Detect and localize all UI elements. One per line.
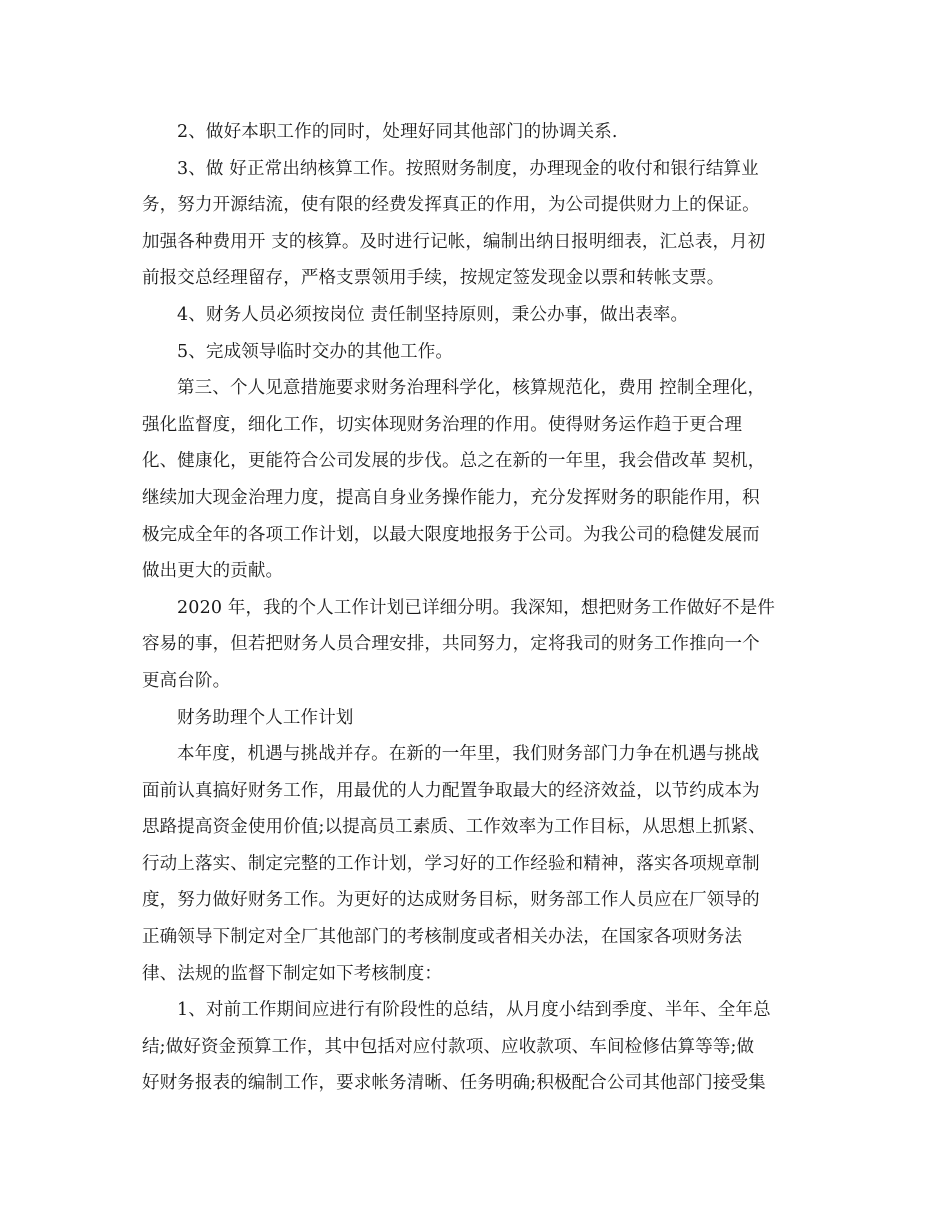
- text-line: 极完成全年的各项工作计划，以最大限度地报务于公司。为我公司的稳健发展而: [142, 524, 760, 545]
- text-line: 好财务报表的编制工作，要求帐务清晰、任务明确;积极配合公司其他部门接受集: [142, 1073, 766, 1094]
- text-line: 2020 年，我的个人工作计划已详细分明。我深知，想把财务工作做好不是件: [177, 597, 775, 618]
- text-line: 本年度，机遇与挑战并存。在新的一年里，我们财务部门力争在机遇与挑战: [177, 744, 760, 765]
- text-line: 结;做好资金预算工作，其中包括对应付款项、应收款项、车间检修估算等等;做: [142, 1036, 755, 1057]
- text-line: 思路提高资金使用价值;以提高员工素质、工作效率为工作目标，从思想上抓紧、: [142, 817, 766, 838]
- text-line: 正确领导下制定对全厂其他部门的考核制度或者相关办法，在国家各项财务法: [142, 927, 743, 948]
- text-line: 强化监督度，细化工作，切实体现财务治理的作用。使得财务运作趋于更合理: [142, 414, 743, 435]
- text-line: 5、完成领导临时交办的其他工作。: [177, 341, 454, 362]
- text-line: 1、对前工作期间应进行有阶段性的总结，从月度小结到季度、半年、全年总: [177, 1000, 771, 1021]
- text-line: 容易的事，但若把财务人员合理安排，共同努力，定将我司的财务工作推向一个: [142, 634, 760, 655]
- document-body: [142, 114, 807, 1102]
- text-line: 行动上落实、制定完整的工作计划，学习好的工作经验和精神，落实各项规章制: [142, 853, 760, 874]
- text-line: 度，努力做好财务工作。为更好的达成财务目标，财务部工作人员应在厂领导的: [142, 890, 760, 911]
- text-line: 律、法规的监督下制定如下考核制度：: [142, 963, 443, 984]
- text-line: 2、做好本职工作的同时，处理好同其他部门的协调关系.: [177, 122, 618, 142]
- text-line: 面前认真搞好财务工作，用最优的人力配置争取最大的经济效益，以节约成本为: [142, 780, 760, 801]
- text-line: 更高台阶。: [142, 670, 231, 691]
- text-line: 3、做 好正常出纳核算工作。按照财务制度，办理现金的收付和银行结算业: [177, 158, 759, 179]
- text-line: 化、健康化，更能符合公司发展的步伐。总之在新的一年里，我会借改革 契机，: [142, 451, 766, 472]
- text-line: 前报交总经理留存，严格支票领用手续，按规定签发现金以票和转帐支票。: [142, 268, 725, 289]
- text-line: 第三、个人见意措施要求财务治理科学化，核算规范化，费用 控制全理化，: [177, 378, 766, 399]
- text-line: 加强各种费用开 支的核算。及时进行记帐，编制出纳日报明细表，汇总表，月初: [142, 231, 766, 252]
- text-line: 做出更大的贡献。: [142, 561, 284, 582]
- text-line: 继续加大现金治理力度，提高自身业务操作能力，充分发挥财务的职能作用，积: [142, 487, 760, 508]
- text-line: 务，努力开源结流，使有限的经费发挥真正的作用，为公司提供财力上的保证。: [142, 195, 760, 216]
- text-line: 财务助理个人工作计划: [177, 707, 354, 728]
- text-line: 4、财务人员必须按岗位 责任制坚持原则，秉公办事，做出表率。: [177, 304, 689, 325]
